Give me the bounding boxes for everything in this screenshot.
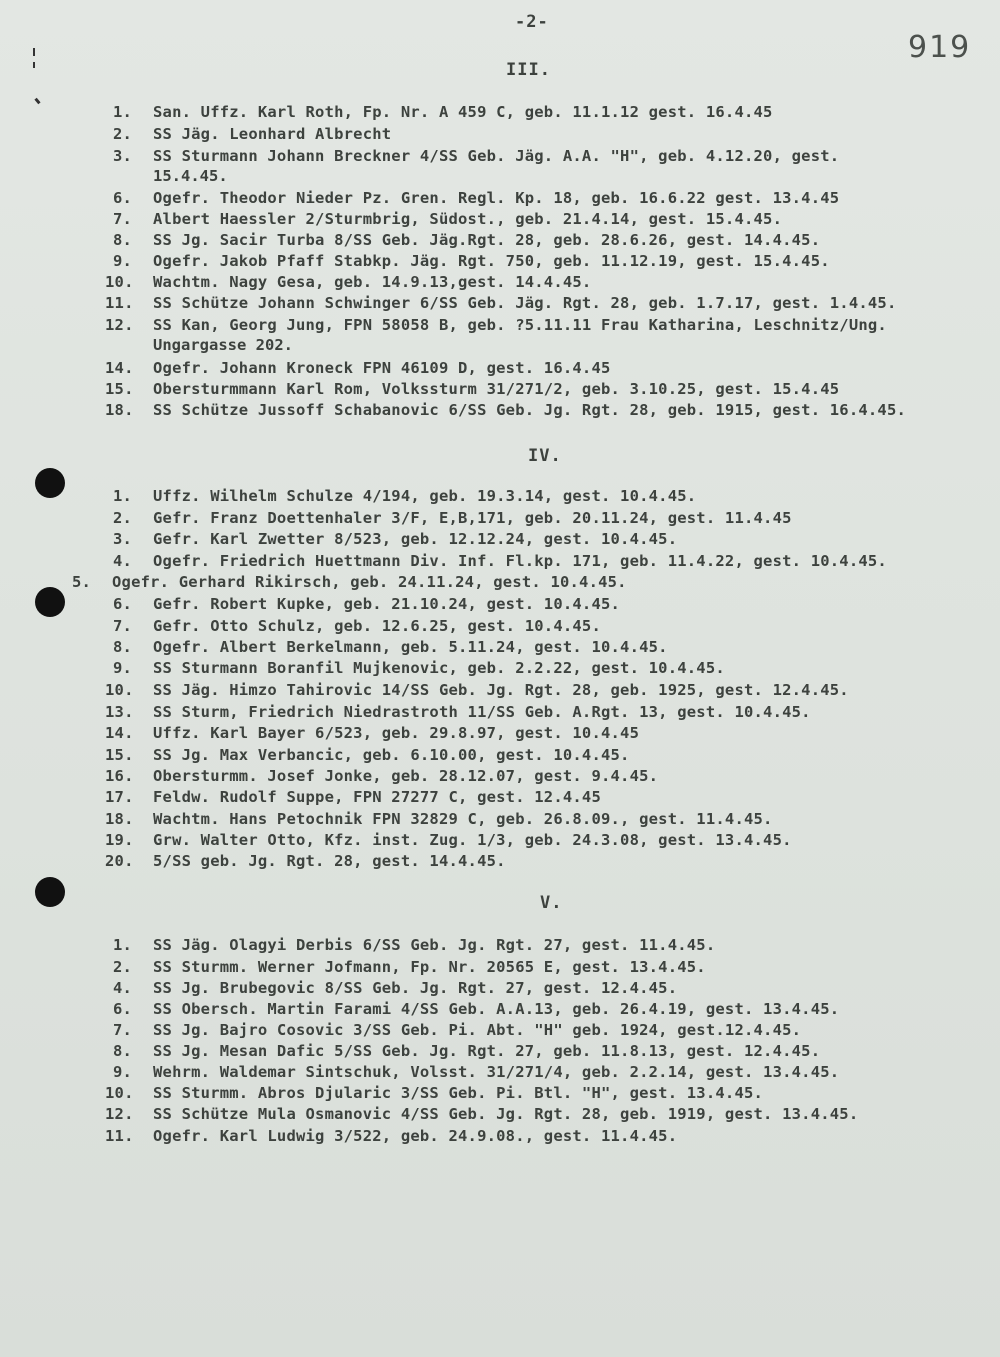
list-item: 8. SS Jg. Mesan Dafic 5/SS Geb. Jg. Rgt. 27, geb. 11.8.13, gest. 12.4.45. xyxy=(113,1042,821,1060)
section-heading-iv: IV. xyxy=(528,446,562,466)
list-item: 10. SS Jäg. Himzo Tahirovic 14/SS Geb. Jg. Rgt. 28, geb. 1925, gest. 12.4.45. xyxy=(105,681,849,699)
punch-hole xyxy=(35,587,65,617)
list-item: 2. SS Sturmm. Werner Jofmann, Fp. Nr. 20565 E, gest. 13.4.45. xyxy=(113,958,706,976)
margin-mark xyxy=(33,48,35,56)
list-item: 2. SS Jäg. Leonhard Albrecht xyxy=(113,125,392,143)
list-item: 1. Uffz. Wilhelm Schulze 4/194, geb. 19.3.14, gest. 10.4.45. xyxy=(113,487,697,505)
list-item: 10. SS Sturmm. Abros Djularic 3/SS Geb. Pi. Btl. "H", gest. 13.4.45. xyxy=(105,1084,764,1102)
list-item: 10. Wachtm. Nagy Gesa, geb. 14.9.13,gest. 14.4.45. xyxy=(105,273,592,291)
list-item: 20. 5/SS geb. Jg. Rgt. 28, gest. 14.4.45. xyxy=(105,852,506,870)
archive-number: 919 xyxy=(908,30,972,65)
list-item: 6. Ogefr. Theodor Nieder Pz. Gren. Regl. Kp. 18, geb. 16.6.22 gest. 13.4.45 xyxy=(113,189,840,207)
list-item: 6. Gefr. Robert Kupke, geb. 21.10.24, gest. 10.4.45. xyxy=(113,595,621,613)
section-heading-v: V. xyxy=(540,893,563,913)
list-item: 14. Uffz. Karl Bayer 6/523, geb. 29.8.97, gest. 10.4.45 xyxy=(105,724,640,742)
list-item: 18. SS Schütze Jussoff Schabanovic 6/SS Geb. Jg. Rgt. 28, geb. 1915, gest. 16.4.45. xyxy=(105,401,907,419)
list-item: 9. Ogefr. Jakob Pfaff Stabkp. Jäg. Rgt. 750, geb. 11.12.19, gest. 15.4.45. xyxy=(113,252,830,270)
list-item: 8. Ogefr. Albert Berkelmann, geb. 5.11.24, gest. 10.4.45. xyxy=(113,638,668,656)
list-item: 18. Wachtm. Hans Petochnik FPN 32829 C, geb. 26.8.09., gest. 11.4.45. xyxy=(105,810,773,828)
list-item: 3. Gefr. Karl Zwetter 8/523, geb. 12.12.24, gest. 10.4.45. xyxy=(113,530,678,548)
list-item: 12. SS Schütze Mula Osmanovic 4/SS Geb. Jg. Rgt. 28, geb. 1919, gest. 13.4.45. xyxy=(105,1105,859,1123)
list-item: 3. SS Sturmann Johann Breckner 4/SS Geb. Jäg. A.A. "H", geb. 4.12.20, gest. xyxy=(113,147,840,165)
list-item: 12. SS Kan, Georg Jung, FPN 58058 B, geb. ?5.11.11 Frau Katharina, Leschnitz/Ung. xyxy=(105,316,887,334)
list-item: 1. San. Uffz. Karl Roth, Fp. Nr. A 459 C, geb. 11.1.12 gest. 16.4.45 xyxy=(113,103,773,121)
list-item: 7. Gefr. Otto Schulz, geb. 12.6.25, gest. 10.4.45. xyxy=(113,617,601,635)
list-item: 11. SS Schütze Johann Schwinger 6/SS Geb. Jäg. Rgt. 28, geb. 1.7.17, gest. 1.4.45. xyxy=(105,294,897,312)
list-item: 4. SS Jg. Brubegovic 8/SS Geb. Jg. Rgt. 27, gest. 12.4.45. xyxy=(113,979,678,997)
punch-hole xyxy=(35,468,65,498)
list-item: 2. Gefr. Franz Doettenhaler 3/F, E,B,171, geb. 20.11.24, gest. 11.4.45 xyxy=(113,509,792,527)
list-item: 9. Wehrm. Waldemar Sintschuk, Volsst. 31/271/4, geb. 2.2.14, gest. 13.4.45. xyxy=(113,1063,840,1081)
list-item: 7. Albert Haessler 2/Sturmbrig, Südost., geb. 21.4.14, gest. 15.4.45. xyxy=(113,210,783,228)
list-item-continuation: Ungargasse 202. xyxy=(153,336,293,354)
list-item: 9. SS Sturmann Boranfil Mujkenovic, geb. 2.2.22, gest. 10.4.45. xyxy=(113,659,725,677)
list-item: 19. Grw. Walter Otto, Kfz. inst. Zug. 1/3, geb. 24.3.08, gest. 13.4.45. xyxy=(105,831,792,849)
list-item: 7. SS Jg. Bajro Cosovic 3/SS Geb. Pi. Abt. "H" geb. 1924, gest.12.4.45. xyxy=(113,1021,802,1039)
list-item: 14. Ogefr. Johann Kroneck FPN 46109 D, gest. 16.4.45 xyxy=(105,359,611,377)
margin-mark xyxy=(33,62,35,68)
margin-mark xyxy=(34,98,40,105)
list-item: 6. SS Obersch. Martin Farami 4/SS Geb. A.A.13, geb. 26.4.19, gest. 13.4.45. xyxy=(113,1000,840,1018)
list-item: 11. Ogefr. Karl Ludwig 3/522, geb. 24.9.08., gest. 11.4.45. xyxy=(105,1127,678,1145)
list-item: 17. Feldw. Rudolf Suppe, FPN 27277 C, gest. 12.4.45 xyxy=(105,788,601,806)
list-item: 5. Ogefr. Gerhard Rikirsch, geb. 24.11.24, gest. 10.4.45. xyxy=(72,573,627,591)
page-number: -2- xyxy=(515,12,549,32)
list-item: 8. SS Jg. Sacir Turba 8/SS Geb. Jäg.Rgt. 28, geb. 28.6.26, gest. 14.4.45. xyxy=(113,231,821,249)
list-item: 4. Ogefr. Friedrich Huettmann Div. Inf. Fl.kp. 171, geb. 11.4.22, gest. 10.4.45. xyxy=(113,552,887,570)
list-item: 15. Obersturmmann Karl Rom, Volkssturm 31/271/2, geb. 3.10.25, gest. 15.4.45 xyxy=(105,380,840,398)
list-item: 16. Obersturmm. Josef Jonke, geb. 28.12.07, gest. 9.4.45. xyxy=(105,767,659,785)
list-item: 15. SS Jg. Max Verbancic, geb. 6.10.00, gest. 10.4.45. xyxy=(105,746,630,764)
punch-hole xyxy=(35,877,65,907)
section-heading-iii: III. xyxy=(506,60,551,80)
list-item: 1. SS Jäg. Olagyi Derbis 6/SS Geb. Jg. Rgt. 27, gest. 11.4.45. xyxy=(113,936,716,954)
list-item: 13. SS Sturm, Friedrich Niedrastroth 11/SS Geb. A.Rgt. 13, gest. 10.4.45. xyxy=(105,703,811,721)
list-item-continuation: 15.4.45. xyxy=(153,167,228,185)
